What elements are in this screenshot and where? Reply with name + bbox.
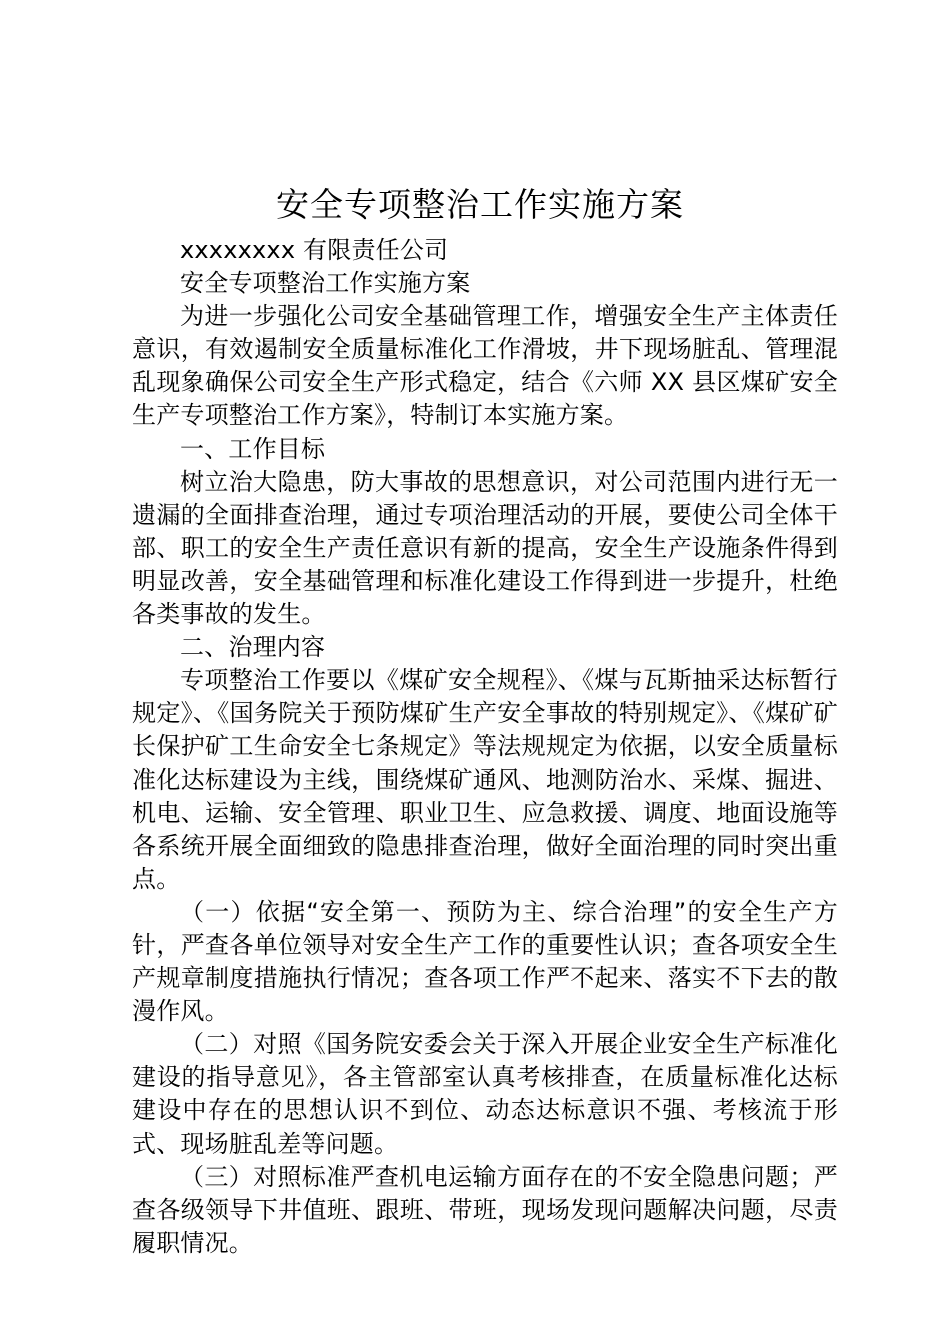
item-three-paragraph: （三）对照标准严查机电运输方面存在的不安全隐患问题；严查各级领导下井值班、跟班、带班，现场发现问题解决问题，尽责履职情况。 (132, 1162, 838, 1257)
company-name-line: xxxxxxxx 有限责任公司 (180, 236, 449, 264)
document-title: 安全专项整治工作实施方案 (276, 185, 684, 224)
goals-paragraph: 树立治大隐患，防大事故的思想意识，对公司范围内进行无一遗漏的全面排查治理，通过专项治理活动的开展，要使公司全体干部、职工的安全生产责任意识有新的提高，安全生产设施条件得到明显改善，安全基础管理和标准化建设工作得到进一步提升，杜绝各类事故的发生。 (132, 467, 838, 629)
item-one-paragraph: （一）依据“安全第一、预防为主、综合治理”的安全生产方针，严查各单位领导对安全生产工作的重要性认识；查各项安全生产规章制度措施执行情况；查各项工作严不起来、落实不下去的散漫作风。 (132, 897, 838, 1026)
section-heading-content: 二、治理内容 (180, 633, 326, 662)
intro-paragraph: 为进一步强化公司安全基础管理工作，增强安全生产主体责任意识，有效遏制安全质量标准化工作滑坡，井下现场脏乱、管理混乱现象确保公司安全生产形式稳定，结合《六师 XX 县区煤矿安全生产专项整治工作方案》，特制订本实施方案。 (132, 302, 838, 430)
document-body (132, 234, 838, 1260)
item-two-paragraph: （二）对照《国务院安委会关于深入开展企业安全生产标准化建设的指导意见》，各主管部室认真考核排查，在质量标准化达标建设中存在的思想认识不到位、动态达标意识不强、考核流于形式、现场脏乱差等问题。 (132, 1030, 838, 1158)
content-paragraph: 专项整治工作要以《煤矿安全规程》、《煤与瓦斯抽采达标暂行规定》、《国务院关于预防煤矿生产安全事故的特别规定》、《煤矿矿长保护矿工生命安全七条规定》等法规规定为依据，以安全质量标准化达标建设为主线，围绕煤矿通风、地测防治水、采煤、掘进、机电、运输、安全管理、职业卫生、应急救援、调度、地面设施等各系统开展全面细致的隐患排查治理，做好全面治理的同时突出重点。 (132, 666, 838, 893)
section-heading-goals: 一、工作目标 (180, 434, 326, 463)
subtitle-line: 安全专项整治工作实施方案 (180, 269, 471, 298)
